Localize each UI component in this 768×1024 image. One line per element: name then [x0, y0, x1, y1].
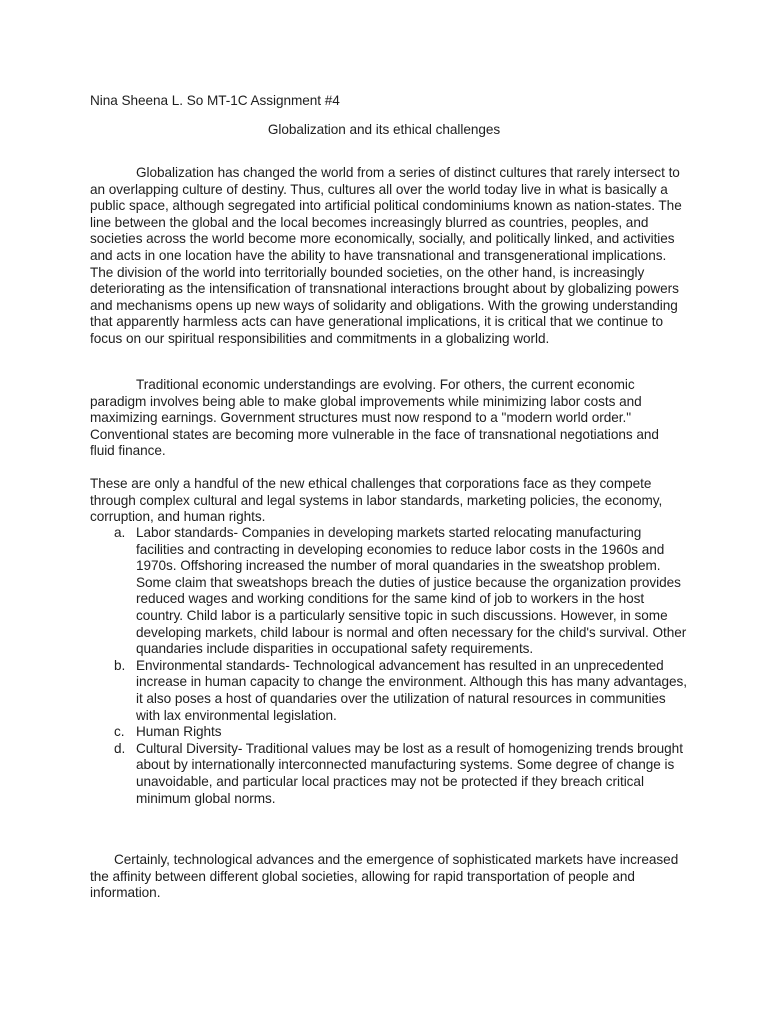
list-item-text: Environmental standards- Technological advancement has resulted in an unprecedented increase in human capacity to change the environment. Although this has many advantages, it also poses a host of quandaries over the utilization of natural resources in communities with lax environmental legislation. [136, 657, 688, 723]
list-item-text: Cultural Diversity- Traditional values may be lost as a result of homogenizing trends brought about by internationally interconnected manufacturing systems. Some degree of change is unavoidable, and particular local practices may not be protected if they breach critical minimum global norms. [136, 740, 683, 806]
ethical-challenges-list [90, 525, 690, 807]
list-item-letter: a. [114, 525, 126, 540]
list-item-letter: d. [114, 740, 126, 756]
document-title: Globalization and its ethical challenges [267, 122, 501, 137]
paragraph-economic-understandings: Traditional economic understandings are evolving. For others, the current economic paradigm involves being able to make global improvements while minimizing labor costs and maximizing earnings. Government structures must now respond to a "modern world order." Conventional states are becoming more vulnerable in the face of transnational negotiations and fluid finance. [90, 377, 659, 459]
paragraph-globalization-intro: Globalization has changed the world from a series of distinct cultures that rarely intersect to an overlapping culture of destiny. Thus, cultures all over the world today live in what is basically a public space, although segregated into artificial political condominiums known as nation-states. The line between the global and the local becomes increasingly blurred as countries, peoples, and societies across the world become more economically, socially, and politically linked, and activities and acts in one location have the ability to have transnational and transgenerational implications. The division of the world into territorially bounded societies, on the other hand, is increasingly deteriorating as the intensification of transnational interactions brought about by globalizing powers and mechanisms opens up new ways of solidarity and obligations. With the growing understanding that apparently harmless acts can have generational implications, it is critical that we continue to focus on our spiritual responsibilities and commitments in a globalizing world. [90, 165, 682, 346]
list-item-environmental-standards [90, 658, 690, 724]
list-item-letter: c. [114, 724, 125, 740]
list-item-cultural-diversity [90, 741, 690, 807]
list-item-letter: b. [114, 657, 126, 673]
list-item-text: Human Rights [136, 724, 222, 740]
author-assignment-header: Nina Sheena L. So MT-1C Assignment #4 [90, 93, 340, 108]
list-item-human-rights [90, 724, 690, 741]
paragraph-ethical-challenges-intro: These are only a handful of the new ethical challenges that corporations face as they compete through complex cultural and legal systems in labor standards, marketing policies, the economy, corruption, and human rights. [90, 476, 663, 525]
paragraph-conclusion: Certainly, technological advances and the emergence of sophisticated markets have increased the affinity between different global societies, allowing for rapid transportation of people and information. [90, 852, 679, 901]
list-item-text: Labor standards- Companies in developing markets started relocating manufacturing facilities and contracting in developing economies to reduce labor costs in the 1960s and 1970s. Offshoring increased the number of moral quandaries in the sweatshop problem. Some claim that sweatshops breach the duties of justice because the organization provides reduced wages and working conditions for the same kind of job to workers in the host country. Child labor is a particularly sensitive topic in such discussions. However, in some developing markets, child labour is normal and often necessary for the child's survival. Other quandaries include disparities in occupational safety requirements. [136, 525, 687, 657]
list-item-labor-standards [90, 525, 690, 658]
